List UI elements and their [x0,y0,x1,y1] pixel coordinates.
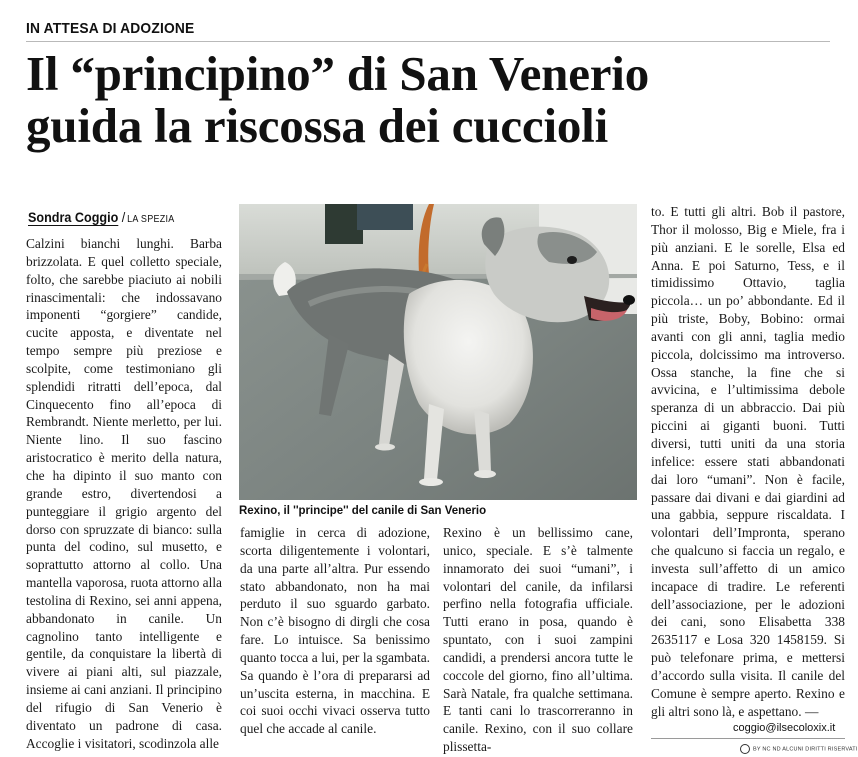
byline-author: Sondra Coggio [28,209,119,225]
rights-notice [740,744,858,754]
section-kicker: IN ATTESA DI ADOZIONE [26,20,195,37]
creative-commons-icon [740,744,750,754]
footer-divider [651,738,845,739]
author-email: coggio@ilsecoloxix.it [733,722,836,734]
article-photo [239,204,637,500]
kicker-divider [26,41,830,42]
headline [26,48,649,152]
byline [28,209,175,225]
headline-line-2: guida la riscossa dei cuccioli [26,98,609,153]
article-column-3: Rexino è un bellissimo cane, unico, speciale. E s’è talmente innamorato dei suoi “umani”, i volontari del canile, da infilarsi perfino nella fotografia ufficiale. Tutti erano in posa, quando è spuntato, con i suoi zampini candidi, a prendersi ancora tutte le coccole del giorno, fino all’ultima. Sarà Natale, fra qualche settimana. E tanti cani lo trascorreranno in canile. Rexino, con il suo collare plissetta- [443,525,633,755]
headline-line-1: Il “principino” di San Venerio [26,46,650,101]
byline-location: LA SPEZIA [127,214,175,225]
photo-caption: Rexino, il ''principe'' del canile di San Venerio [239,503,487,517]
rights-text: BY NC ND ALCUNI DIRITTI RISERVATI [753,746,858,753]
article-column-1: Calzini bianchi lunghi. Barba brizzolata. E quel colletto speciale, folto, che sarebbe piaciuto ai nobili rinascimentali: che indossavano imponenti “gorgiere” candide, cucite apposta, e diventate nel tempo sempre più preziose e scolpite, come testimoniano gli splendidi ritratti dell’epoca, dal Cinquecento fino all’epoca di Rembrandt. Niente merletto, per lui. Niente lino. Il suo fascino aristocratico è merito della natura, che ha dipinto il suo manto con grande estro, divertendosi a punteggiare il grigio argento del dorso con spruzzate di bianco: sulla punta del codino, sul musetto, e soprattutto attorno al collo. Una mantella vaporosa, ruota attorno alla testolina di Rexino, sei anni appena, abbandonato in canile. Un cagnolino tanto intelligente e gentile, da conquistare la libertà di vivere ai piani alti, sul piazzale, insieme ai cani anziani. Il principino del rifugio di San Venerio è diventato un padrone di casa. Accoglie i visitatori, scodinzola alle [26,236,222,751]
byline-separator: / [121,209,126,225]
dog-photo-illustration [239,204,637,500]
article-column-2: famiglie in cerca di adozione, scorta diligentemente i volontari, da una parte all’altra. Pur essendo stato abbandonato, non ha mai perduto il suo sguardo garbato. Non c’è bisogno di dirgli che cosa fare. Lo intuisce. Sa benissimo quanto tocca a lui, per la sgambata. Sa quando è l’ora di prepararsi ad un’uscita esterna, in macchina. E coi suoi occhi vivaci osserva tutto quel che accade al canile. [240,525,430,737]
article-column-4: to. E tutti gli altri. Bob il pastore, Thor il molosso, Big e Miele, fra i più anziani. E le sorelle, Elsa ed Anna. E poi Saturno, Tess, e il timidissimo Ottavio, taglia piccola… un po’ abbondante. Ed il più triste, Boby, Bobino: ormai avanti con gli anni, taglia medio piccola, dolcissimo ma introverso. Ossa stanche, la fine che si avvicina, e l’ultimissima debole speranza di un abbraccio. Dai più piccini ai giganti buoni. Tutti diversi, tutti uniti da una storia infelice: essere stati abbandonati dai loro “umani”. Non è facile, passare dai divani e dai giardini ad una gabbia, seppure riscaldata. I volontari dell’Impronta, sperano che qualcuno si faccia un regalo, e investa sull’affetto di un amico incapace di tradire. Le referenti dell’associazione, per le adozioni dei cani, sono Elisabetta 338 2635117 e Losa 320 1458159. Si può telefonare prima, e mettersi d’accordo sulla visita. Il canile del Comune è sempre aperto. Rexino e gli altri sono là, e aspettano. — [651,204,845,719]
